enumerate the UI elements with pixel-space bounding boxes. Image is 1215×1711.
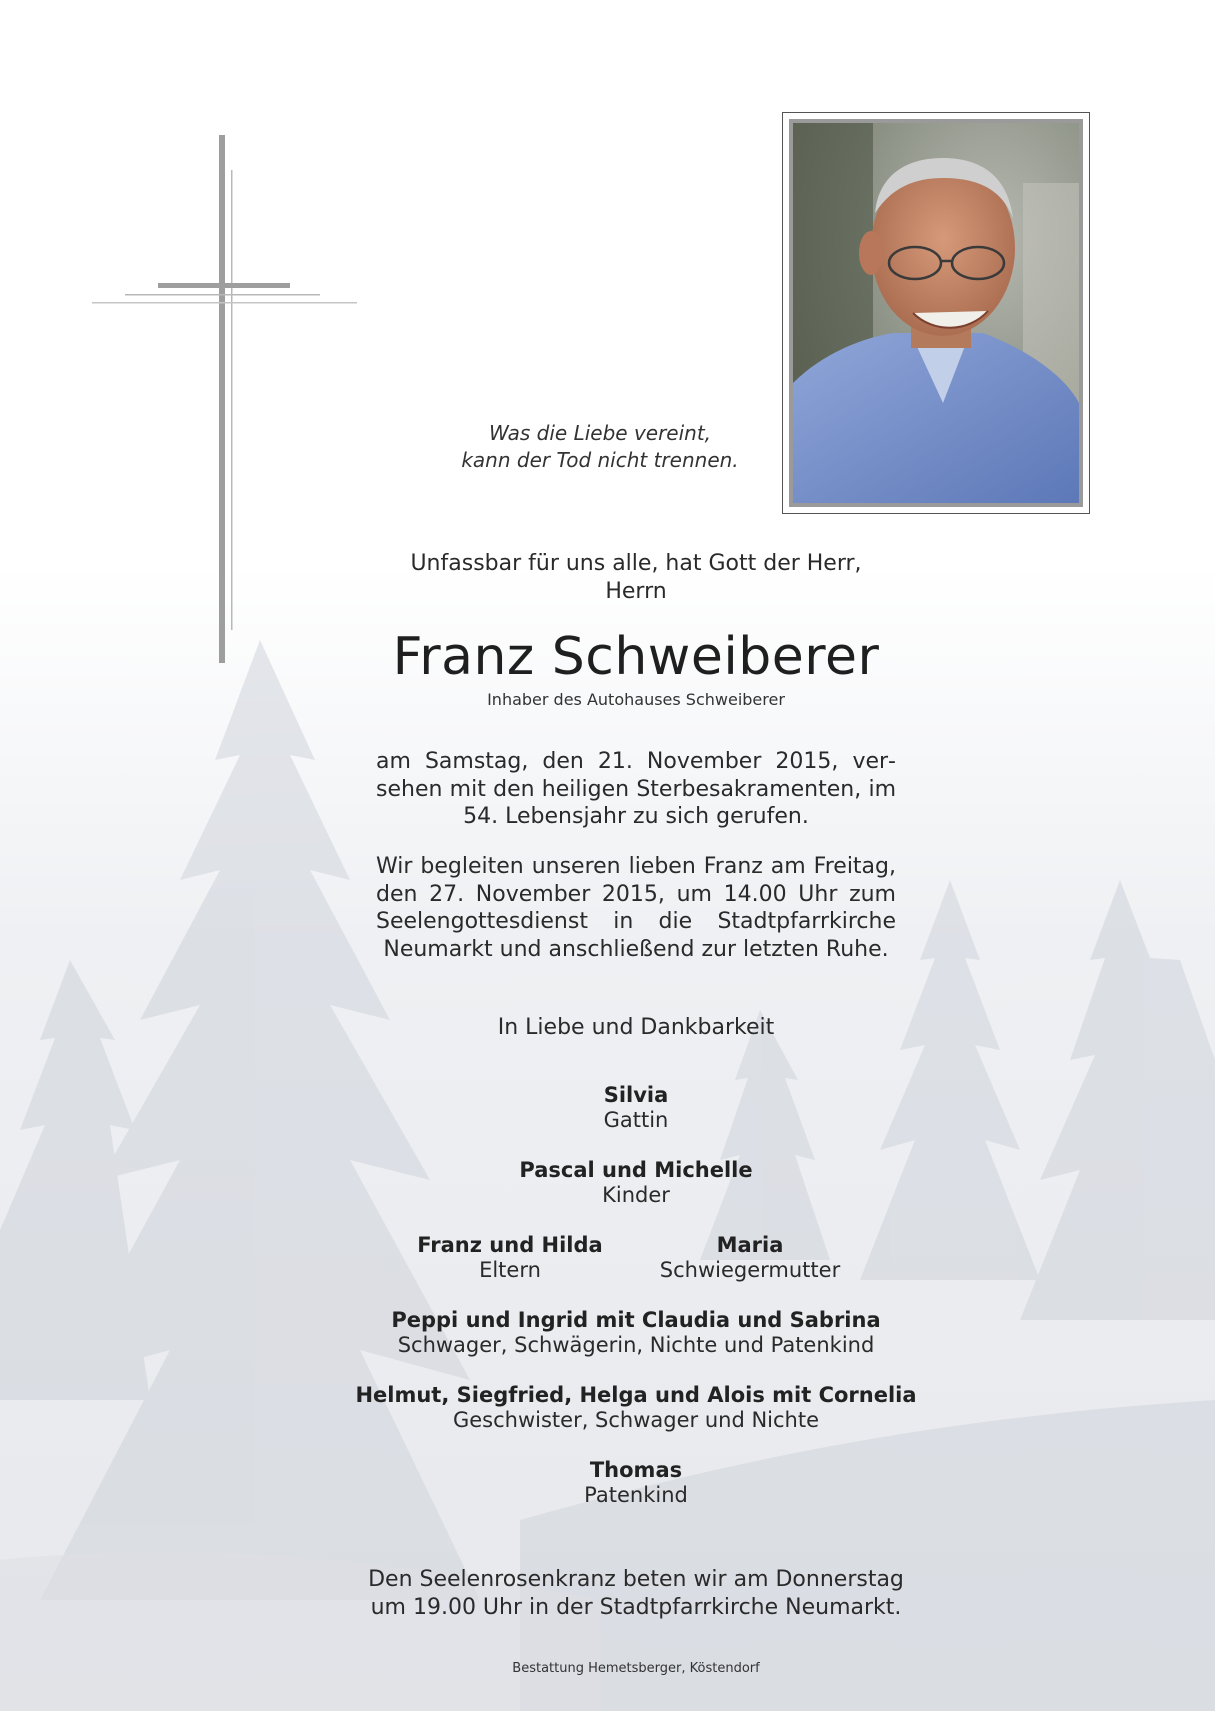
thanks-line: In Liebe und Dankbarkeit (497, 1015, 775, 1040)
portrait-photo (789, 119, 1083, 507)
funeral-notice-paragraph: Wir begleiten unseren lieben Franz am Freitag, den 27. November 2015, um 14.00 Uhr zum Seelengottesdienst in die Stadtpfarrkirche Neumarkt und anschließend zur letzten Ruhe. (376, 854, 896, 962)
death-notice-paragraph: am Samstag, den 21. November 2015, versehen mit den heiligen Sterbesakramenten, im 54. Lebensjahr zu sich gerufen. (376, 749, 896, 829)
family-member-relation: Schwager, Schwägerin, Nichte und Patenkind (397, 1333, 875, 1357)
family-entry (436, 1083, 836, 1133)
family-member-name: Helmut, Siegfried, Helga und Alois mit Cornelia (355, 1383, 917, 1407)
rosary-line-1: Den Seelenrosenkranz beten wir am Donnerstag (368, 1567, 904, 1592)
cross-icon (90, 135, 360, 665)
family-member-relation: Gattin (603, 1108, 669, 1132)
family-entry (336, 1308, 936, 1358)
family-entry (436, 1158, 836, 1208)
family-member-name: Pascal und Michelle (519, 1158, 753, 1182)
memorial-quote (430, 420, 770, 474)
family-member-name: Franz und Hilda (417, 1233, 603, 1257)
deceased-name: Franz Schweiberer (392, 627, 880, 687)
family-entry (336, 1383, 936, 1433)
deceased-subtitle: Inhaber des Autohauses Schweiberer (487, 690, 785, 709)
family-member-name: Peppi und Ingrid mit Claudia und Sabrina (391, 1308, 881, 1332)
quote-line-2: kann der Tod nicht trennen. (461, 448, 739, 472)
family-member-relation: Schwiegermutter (659, 1258, 841, 1282)
quote-line-1: Was die Liebe vereint, (488, 421, 712, 445)
family-member-relation: Geschwister, Schwager und Nichte (452, 1408, 820, 1432)
family-entry (630, 1233, 870, 1283)
family-member-name: Maria (716, 1233, 784, 1257)
family-entry (380, 1233, 640, 1283)
intro-text (360, 550, 912, 606)
portrait-photo-frame (782, 112, 1090, 514)
intro-line-2: Herrn (605, 579, 667, 604)
family-member-relation: Eltern (479, 1258, 541, 1282)
family-member-name: Thomas (589, 1458, 683, 1482)
rosary-line-2: um 19.00 Uhr in der Stadtpfarrkirche Neumarkt. (370, 1595, 902, 1620)
family-member-name: Silvia (603, 1083, 669, 1107)
family-entry (436, 1458, 836, 1508)
intro-line-1: Unfassbar für uns alle, hat Gott der Herr, (410, 551, 862, 576)
family-member-relation: Kinder (602, 1183, 670, 1207)
rosary-notice (360, 1566, 912, 1622)
funeral-home-credit: Bestattung Hemetsberger, Köstendorf (512, 1661, 760, 1676)
family-member-relation: Patenkind (584, 1483, 688, 1507)
